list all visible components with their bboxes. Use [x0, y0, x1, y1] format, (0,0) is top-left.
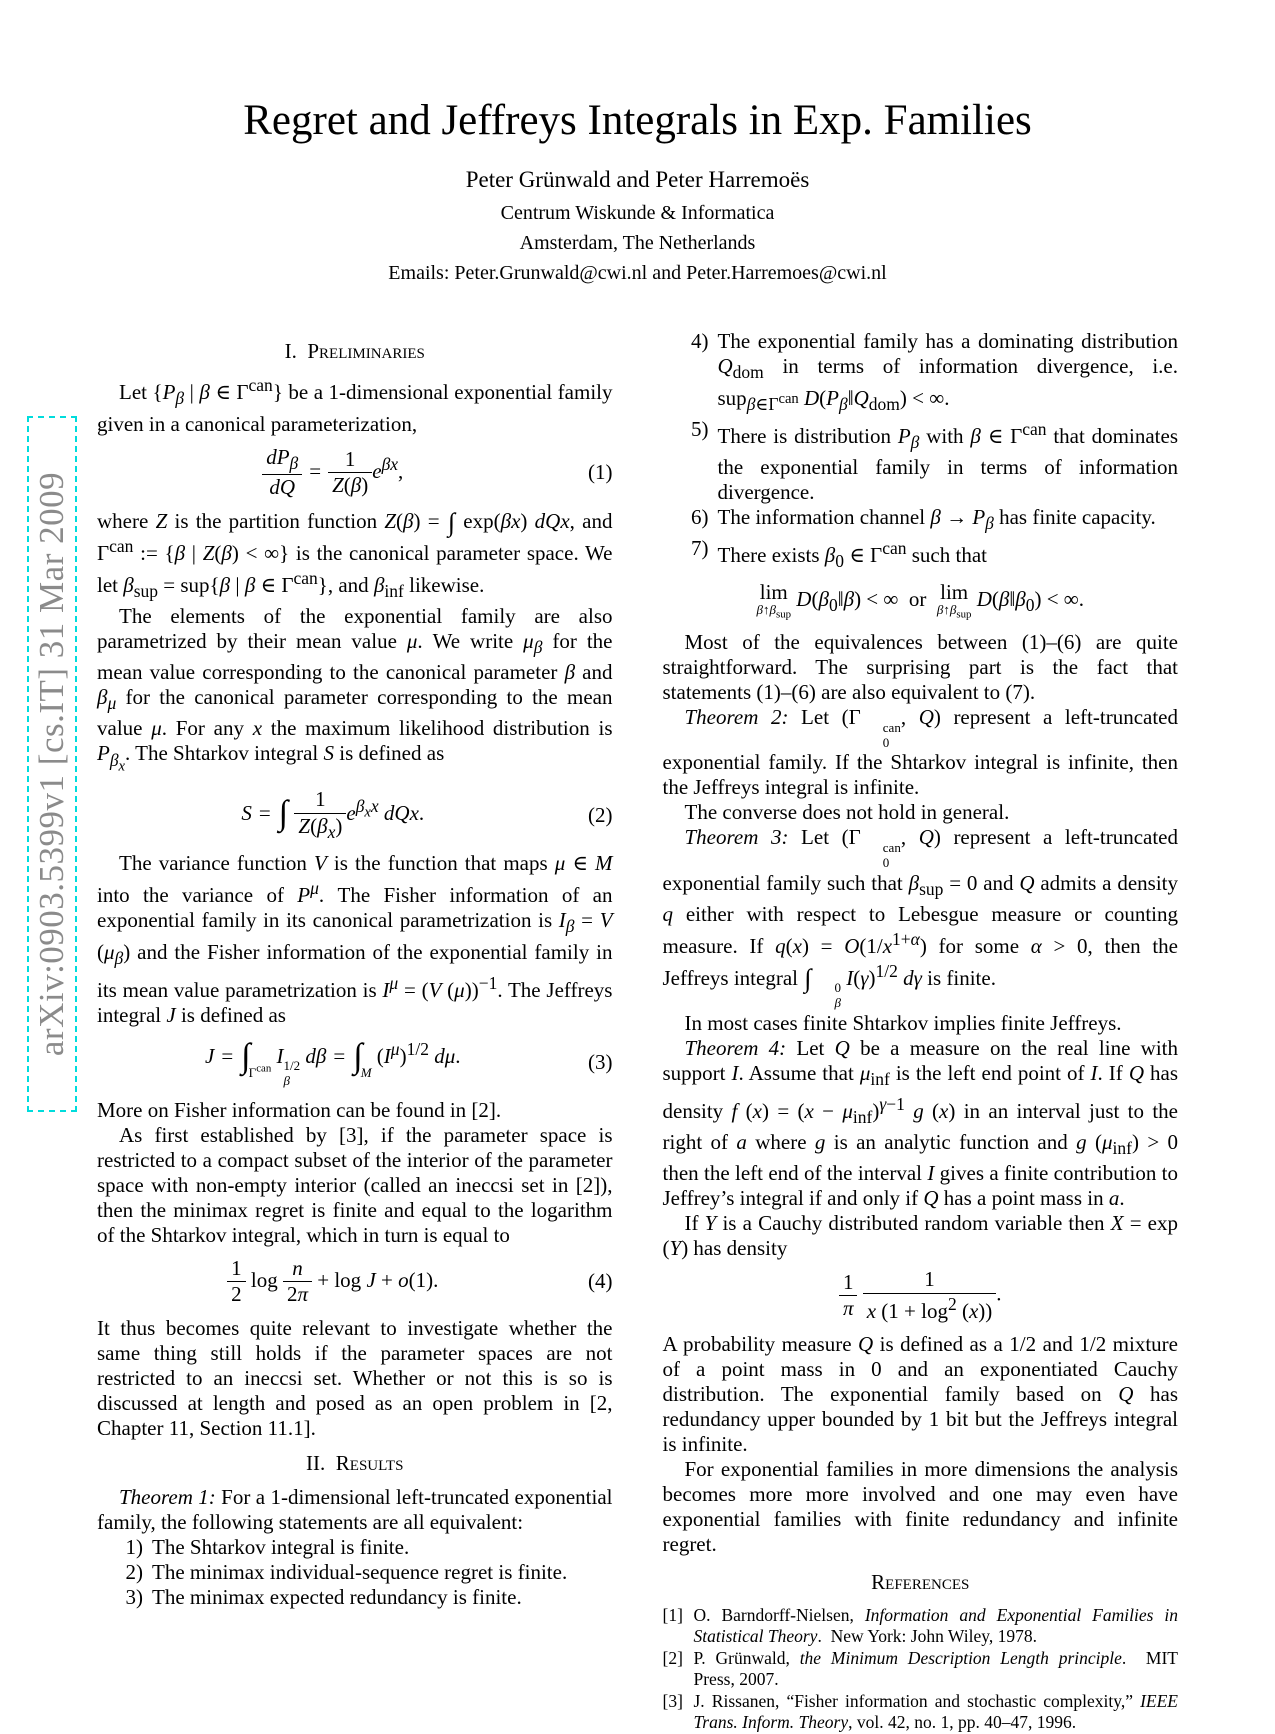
section-heading-results: II. Results: [306, 1450, 404, 1475]
reference-1: [663, 1605, 1179, 1647]
paragraph-fisher-ref: More on Fisher information can be found in [2].: [97, 1097, 502, 1122]
list-item-4-number: 4): [691, 329, 709, 354]
list-item-7: [663, 536, 1179, 574]
reference-3-text: J. Rissanen, “Fisher information and stochastic complexity,” IEEE Trans. Inform. Theory, vol. 42, no. 1, pp. 40–47, 1996.: [693, 1691, 1178, 1733]
equation-lim: lim $\beta↑\beta_{sup}$ $D(\beta_0‖\beta)$ < ∞ or lim $\beta↑\beta_{sup}$ $D(\beta‖\beta_0)$ < ∞.: [756, 580, 1085, 622]
paragraph-partition: where Z is the partition function Z(β) = ∫ exp(βx) dQx, and $\Gamma^{can}$ := {β | Z(β) < ∞} is the canonical parameter space. We let $\beta_{sup} = sup\{\beta$ | β ∈ $\Gamma^{can}$}, and $\beta_{inf}$ likewise.: [97, 507, 613, 602]
list-item-6-text: The information channel $\beta \to P_\beta$ has finite capacity.: [717, 505, 1156, 534]
reference-2-number: [2]: [662, 1648, 683, 1669]
equation-2-body: S = ∫ $\frac{1}{Z(\beta_x)}$ $e^{\beta_xx}$ dQx.: [241, 787, 425, 842]
equation-density: $\frac{1}{\pi}$ $\frac{1}{x (1 + \log^2 (x))}$ .: [663, 1268, 1179, 1323]
paragraph-converse: The converse does not hold in general.: [684, 800, 1010, 825]
paragraph-variance: The variance function V is the function that maps μ ∈ M into the variance of $P^\mu$. The Fisher information of an exponential family in its canonical parametrization is $I_\beta = V$ $(\mu_\beta)$ and the Fisher information of the exponential family in its mean value parametrization is $I^\mu = (V$ (μ))$^{-1}$. The Jeffreys integral J is defined as: [97, 851, 613, 1027]
list-item-2-text: The minimax individual-sequence regret is finite.: [152, 1559, 568, 1584]
equation-3-number: (3): [588, 1050, 613, 1075]
equation-4-number: (4): [588, 1269, 613, 1294]
equation-4-body: $\frac{1}{2}$ log $\frac{n}{2\pi}$ + log J + o(1).: [97, 1257, 569, 1307]
list-item-1: [97, 1535, 613, 1560]
reference-2-text: P. Grünwald, the Minimum Description Length principle. MIT Press, 2007.: [693, 1648, 1178, 1690]
paragraph-established: As first established by [3], if the parameter space is restricted to a compact subset of the interior of the parameter space with non-empty interior (called an ineccsi set in [2]), then the minimax regret is finite and equal to the logarithm of the Shtarkov integral, which in turn is equal to: [97, 1122, 613, 1247]
equation-3-body: $J = \int_{\Gamma^{can}}$ I 1/2 β $d\beta = \int_M$ $(I^\mu)^{1/2}$ dμ.: [204, 1037, 461, 1088]
paper-title: Regret and Jeffreys Integrals in Exp. Families: [243, 97, 1032, 144]
paragraph-equivalences: Most of the equivalences between (1)–(6) are quite straightforward. The surprising part is the fact that statements (1)–(6) are also equivalent to (7).: [662, 630, 1178, 705]
paragraph-relevant: It thus becomes quite relevant to investigate whether the same thing still holds if the parameter spaces are not restricted to an ineccsi set. Whether or not this is so is discussed at length and posed as an open problem in [2, Chapter 11, Section 11.1].: [97, 1315, 613, 1440]
paragraph-theorem-4: Theorem 4: Let Q be a measure on the real line with support I. Assume that $\mu_{inf}$ is the left end point of I. If Q has density f $(x) = (x - \mu_{inf})^{\gamma-1}$ g (x) in an interval just to the right of a where g is an analytic function and g $(\mu_{inf}) > 0$ then the left end of the interval I gives a finite contribution to Jeffrey’s integral if and only if Q has a point mass in a.: [662, 1035, 1179, 1211]
reference-3-number: [3]: [662, 1691, 683, 1712]
emails-line: Emails: Peter.Grunwald@cwi.nl and Peter.Harremoes@cwi.nl: [388, 262, 887, 285]
reference-1-number: [1]: [662, 1605, 683, 1626]
equation-1-body: $dP_\beta$ dQ = $\frac{1}{Z(\beta)}$ $e^{\beta x}$,: [97, 446, 569, 500]
list-item-4-text: The exponential family has a dominating distribution $Q_{dom}$ in terms of information divergence, i.e. sup$_{\beta\in\Gamma^{can}}$ $D(P_\beta‖Q_{dom})$ < ∞.: [717, 329, 1178, 414]
references-heading: References: [871, 1570, 970, 1595]
list-item-2: [97, 1560, 613, 1585]
paper-header: [0, 0, 1275, 285]
reference-3: [663, 1691, 1179, 1733]
left-column: [97, 329, 613, 1734]
paragraph-mean-value: The elements of the exponential family are also parametrized by their mean value μ. We write $\mu_\beta$ for the mean value corresponding to the canonical parameter β and $\beta_\mu$ for the canonical parameter corresponding to the mean value μ. For any x the maximum likelihood distribution is $P_{\beta_x}$. The Shtarkov integral S is defined as: [97, 604, 613, 775]
paragraph-more-dimensions: For exponential families in more dimensions the analysis becomes more more involved and one may even have exponential families with finite redundancy and infinite regret.: [662, 1457, 1178, 1557]
paragraph-theorem-1: Theorem 1: For a 1-dimensional left-truncated exponential family, the following statements are all equivalent:: [97, 1484, 613, 1534]
list-item-5-number: 5): [691, 416, 709, 441]
paragraph-inmost: In most cases finite Shtarkov implies finite Jeffreys.: [684, 1010, 1122, 1035]
location-line: Amsterdam, The Netherlands: [519, 232, 756, 255]
right-column: [663, 329, 1179, 1734]
equation-2-number: (2): [588, 802, 613, 827]
list-item-6-number: 6): [691, 505, 709, 529]
equation-1: [97, 446, 613, 500]
equation-1-number: (1): [588, 460, 613, 485]
arxiv-watermark-box: [27, 416, 77, 1112]
equation-4: [97, 1257, 613, 1307]
authors-line: Peter Grünwald and Peter Harremoës: [465, 167, 810, 193]
list-item-7-number: 7): [691, 536, 709, 561]
paragraph-theorem-2: Theorem 2: Let (Γ can 0 , Q) represent a left-truncated exponential family. If the Shtarkov integral is infinite, then the Jeffreys integral is infinite.: [662, 705, 1179, 800]
paragraph-theorem-3: Theorem 3: Let (Γ can 0 , Q) represent a left-truncated exponential family such that $\beta_{sup} = 0$ and Q admits a density q either with respect to Lebesgue measure or counting measure. If $q(x) = O(1/x^{1+\alpha})$ for some α > 0, then the Jeffreys integral ∫ 0 β $I(\gamma)^{1/2}$ dγ is finite.: [662, 825, 1179, 1010]
list-item-3-number: 3): [125, 1584, 143, 1609]
reference-1-text: O. Barndorff-Nielsen, Information and Exponential Families in Statistical Theory. New York: John Wiley, 1978.: [693, 1605, 1178, 1647]
equation-3: [97, 1037, 613, 1089]
list-item-7-text: There exists $\beta_0$ ∈ $\Gamma^{can}$ such that: [717, 538, 987, 572]
list-item-5: [663, 417, 1179, 505]
paragraph-intro: Let {$P_\beta$ | β ∈ $\Gamma^{can}$} be a 1-dimensional exponential family given in a canonical parameterization,: [97, 375, 613, 436]
reference-2: [663, 1648, 1179, 1690]
section-heading-preliminaries: I. Preliminaries: [284, 339, 425, 364]
list-item-3: [97, 1585, 613, 1610]
list-item-6: [663, 505, 1179, 536]
two-column-body: [97, 329, 1178, 1734]
affiliation-line: Centrum Wiskunde & Informatica: [500, 202, 775, 225]
list-item-3-text: The minimax expected redundancy is finite.: [152, 1584, 522, 1609]
list-item-4: [663, 329, 1179, 416]
paragraph-probability-measure: A probability measure Q is defined as a 1/2 and 1/2 mixture of a point mass in 0 and an exponentiated Cauchy distribution. The exponential family based on Q has redundancy upper bounded by 1 bit but the Jeffreys integral is infinite.: [662, 1332, 1178, 1457]
list-item-1-number: 1): [125, 1534, 143, 1559]
equation-2: [97, 788, 613, 842]
list-item-1-text: The Shtarkov integral is finite.: [152, 1534, 410, 1559]
paragraph-cauchy: If Y is a Cauchy distributed random variable then X = exp (Y) has density: [662, 1211, 1178, 1261]
arxiv-watermark-text: arXiv:0903.5399v1 [cs.IT] 31 Mar 2009: [32, 471, 71, 1057]
list-item-5-text: There is distribution $P_\beta$ with β ∈ $\Gamma^{can}$ that dominates the exponential family in terms of information divergence.: [717, 418, 1178, 504]
list-item-2-number: 2): [125, 1559, 143, 1584]
